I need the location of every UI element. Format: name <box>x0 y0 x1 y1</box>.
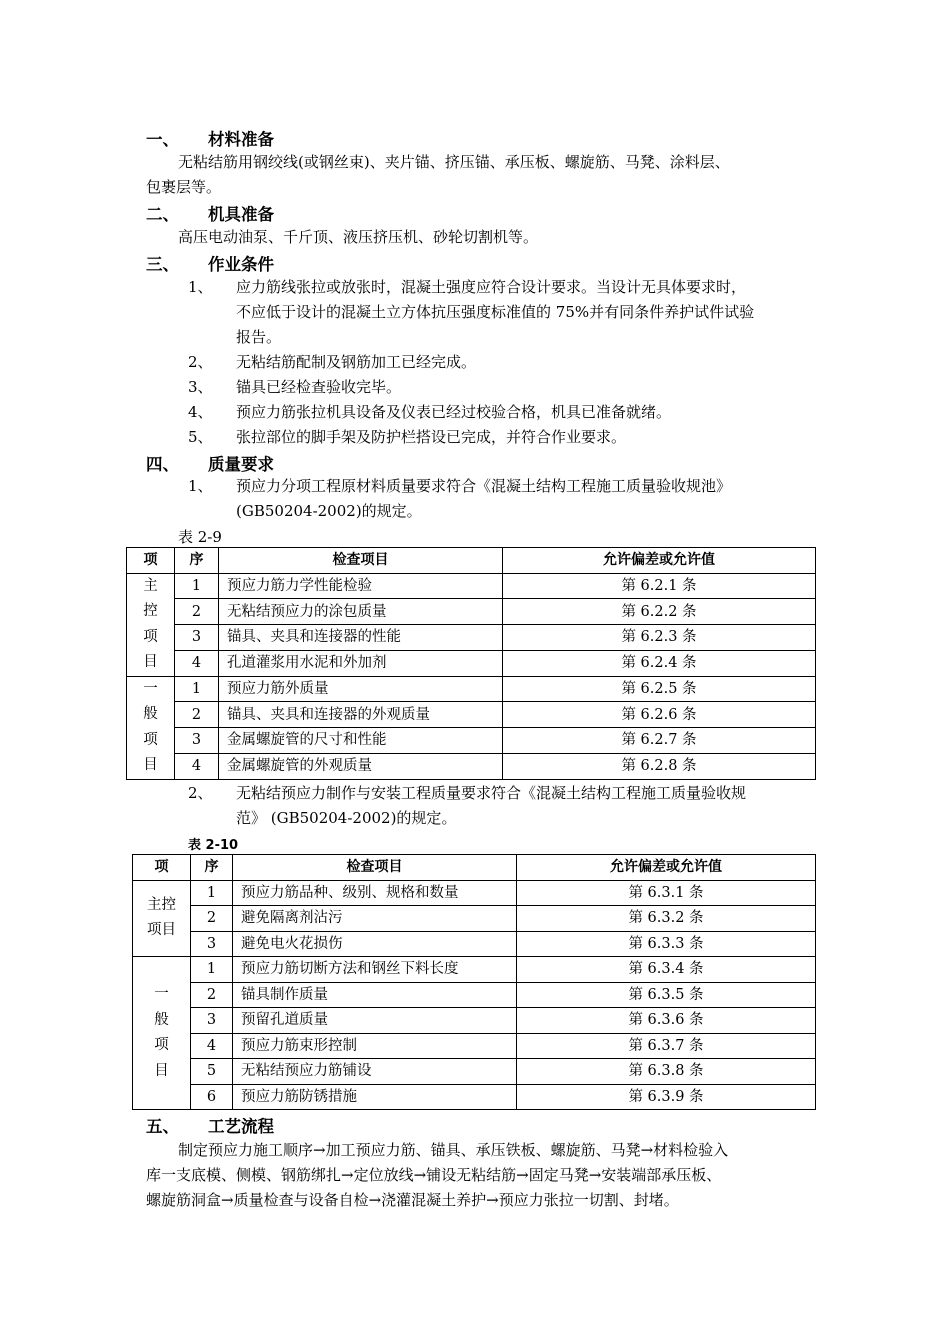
value-cell: 第 6.3.5 条 <box>517 982 816 1008</box>
seq-cell: 2 <box>175 702 219 728</box>
seq-cell: 1 <box>191 880 233 906</box>
seq-cell: 4 <box>191 1033 233 1059</box>
item-cell: 避免电火花损伤 <box>233 931 517 957</box>
list-text: 无粘结预应力制作与安装工程质量要求符合《混凝土结构工程施工质量验收规 <box>236 784 747 802</box>
header-cell: 序 <box>191 855 233 881</box>
list-text-continued: 报告。 <box>236 328 282 346</box>
item-cell: 锚具、夹具和连接器的外观质量 <box>219 702 503 728</box>
item-cell: 孔道灌浆用水泥和外加剂 <box>219 650 503 676</box>
header-cell: 允许偏差或允许值 <box>503 548 816 574</box>
value-cell: 第 6.2.8 条 <box>503 753 816 779</box>
section-title: 材料准备 <box>208 130 274 149</box>
group-char: 主 <box>143 577 158 594</box>
item-cell: 预留孔道质量 <box>233 1008 517 1034</box>
item-cell: 锚具制作质量 <box>233 982 517 1008</box>
group-cell-main <box>127 573 175 676</box>
group-char: 一 <box>143 680 158 697</box>
value-cell: 第 6.3.1 条 <box>517 880 816 906</box>
table-row <box>133 906 816 932</box>
item-cell: 预应力筋力学性能检验 <box>219 573 503 599</box>
section-heading-5 <box>146 1113 274 1137</box>
group-cell-general <box>127 676 175 779</box>
list-number: 1、 <box>188 278 213 296</box>
value-cell: 第 6.2.4 条 <box>503 650 816 676</box>
value-cell: 第 6.2.7 条 <box>503 728 816 754</box>
paragraph-line: 高压电动油泵、千斤顶、液压挤压机、砂轮切割机等。 <box>178 228 539 246</box>
header-cell: 序 <box>175 548 219 574</box>
table-row <box>127 650 816 676</box>
list-number: 5、 <box>188 428 213 446</box>
section-number: 五、 <box>146 1117 179 1136</box>
group-char: 目 <box>143 654 158 670</box>
table-row <box>133 880 816 906</box>
seq-cell: 2 <box>191 982 233 1008</box>
list-number: 1、 <box>188 477 213 495</box>
value-cell: 第 6.3.2 条 <box>517 906 816 932</box>
group-cell-main <box>133 880 191 957</box>
list-item <box>188 350 477 375</box>
table-row <box>133 957 816 983</box>
group-char: 项 <box>154 1037 169 1053</box>
section-title: 质量要求 <box>208 455 274 474</box>
list-item <box>188 275 747 300</box>
seq-cell: 4 <box>175 650 219 676</box>
seq-cell: 3 <box>175 625 219 651</box>
list-number: 2、 <box>188 353 213 371</box>
section-number: 三、 <box>146 255 179 274</box>
list-text: 锚具已经检查验收完毕。 <box>236 378 402 396</box>
group-cell-general <box>133 957 191 1110</box>
section-title: 工艺流程 <box>208 1117 274 1136</box>
section-title: 机具准备 <box>208 205 274 224</box>
table-header-row <box>127 548 816 574</box>
header-cell: 允许偏差或允许值 <box>517 855 816 881</box>
seq-cell: 1 <box>191 957 233 983</box>
paragraph-line: 制定预应力施工顺序→加工预应力筋、锚具、承压铁板、螺旋筋、马凳→材料检验入 <box>178 1141 729 1159</box>
table-row <box>133 1008 816 1034</box>
value-cell: 第 6.3.9 条 <box>517 1084 816 1110</box>
table-row <box>133 1033 816 1059</box>
header-cell: 检查项目 <box>233 855 517 881</box>
table-row <box>127 702 816 728</box>
seq-cell: 3 <box>175 728 219 754</box>
value-cell: 第 6.3.3 条 <box>517 931 816 957</box>
group-char: 控 <box>143 603 158 619</box>
list-number: 3、 <box>188 378 213 396</box>
list-item <box>188 474 732 499</box>
list-text-continued: (GB50204-2002)的规定。 <box>236 502 422 520</box>
paragraph-line: 库一支底模、侧模、钢筋绑扎→定位放线→铺设无粘结筋→固定马凳→安装端部承压板、 <box>146 1166 722 1184</box>
list-text: 预应力筋张拉机具设备及仪表已经过校验合格，机具已准备就绪。 <box>236 403 672 421</box>
section-heading-1 <box>146 126 274 150</box>
quality-table-2-9 <box>126 547 816 780</box>
table-row <box>127 625 816 651</box>
item-cell: 预应力筋防锈措施 <box>233 1084 517 1110</box>
group-char: 目 <box>154 1062 169 1079</box>
list-item <box>188 400 672 425</box>
table-row <box>133 1084 816 1110</box>
value-cell: 第 6.2.3 条 <box>503 625 816 651</box>
item-cell: 无粘结预应力筋铺设 <box>233 1059 517 1085</box>
item-cell: 金属螺旋管的尺寸和性能 <box>219 728 503 754</box>
section-heading-4 <box>146 451 274 475</box>
value-cell: 第 6.3.6 条 <box>517 1008 816 1034</box>
table-row <box>133 982 816 1008</box>
seq-cell: 2 <box>175 599 219 625</box>
list-number: 4、 <box>188 403 213 421</box>
section-number: 一、 <box>146 130 179 149</box>
table-row <box>127 753 816 779</box>
value-cell: 第 6.2.1 条 <box>503 573 816 599</box>
seq-cell: 3 <box>191 1008 233 1034</box>
value-cell: 第 6.2.2 条 <box>503 599 816 625</box>
list-item <box>188 375 402 400</box>
group-char: 一 <box>154 986 169 1002</box>
table-row <box>127 573 816 599</box>
table-row <box>127 599 816 625</box>
seq-cell: 1 <box>175 573 219 599</box>
item-cell: 避免隔离剂沾污 <box>233 906 517 932</box>
group-char: 项目 <box>147 922 176 939</box>
section-heading-3 <box>146 251 274 275</box>
item-cell: 预应力筋束形控制 <box>233 1033 517 1059</box>
item-cell: 锚具、夹具和连接器的性能 <box>219 625 503 651</box>
table-caption: 表 2-10 <box>188 838 239 853</box>
list-item <box>188 425 627 450</box>
item-cell: 预应力筋切断方法和钢丝下料长度 <box>233 957 517 983</box>
list-text: 预应力分项工程原材料质量要求符合《混凝土结构工程施工质量验收规池》 <box>236 477 732 495</box>
item-cell: 金属螺旋管的外观质量 <box>219 753 503 779</box>
header-cell: 检查项目 <box>219 548 503 574</box>
section-number: 四、 <box>146 455 179 474</box>
list-text: 无粘结筋配制及钢筋加工已经完成。 <box>236 353 477 371</box>
list-text: 应力筋线张拉或放张时，混凝土强度应符合设计要求。当设计无具体要求时， <box>236 278 747 296</box>
section-heading-2 <box>146 201 274 225</box>
table-caption: 表 2-9 <box>178 528 222 546</box>
seq-cell: 6 <box>191 1084 233 1110</box>
value-cell: 第 6.2.6 条 <box>503 702 816 728</box>
seq-cell: 2 <box>191 906 233 932</box>
group-char: 目 <box>143 757 158 773</box>
section-title: 作业条件 <box>208 255 274 274</box>
list-text-continued: 范》 (GB50204-2002)的规定。 <box>236 809 457 827</box>
table-row <box>127 728 816 754</box>
list-number: 2、 <box>188 784 213 802</box>
list-text: 张拉部位的脚手架及防护栏搭设已完成，并符合作业要求。 <box>236 428 627 446</box>
seq-cell: 4 <box>175 753 219 779</box>
item-cell: 预应力筋品种、级别、规格和数量 <box>233 880 517 906</box>
table-row <box>133 931 816 957</box>
paragraph-line: 包裹层等。 <box>146 178 222 196</box>
value-cell: 第 6.3.7 条 <box>517 1033 816 1059</box>
seq-cell: 3 <box>191 931 233 957</box>
value-cell: 第 6.2.5 条 <box>503 676 816 702</box>
group-char: 般 <box>143 706 158 722</box>
seq-cell: 1 <box>175 676 219 702</box>
list-item <box>188 781 747 806</box>
table-row <box>133 1059 816 1085</box>
table-row <box>127 676 816 702</box>
table-header-row <box>133 855 816 881</box>
group-char: 般 <box>154 1011 169 1028</box>
seq-cell: 5 <box>191 1059 233 1085</box>
group-char: 项 <box>143 628 158 645</box>
section-number: 二、 <box>146 205 179 224</box>
group-char: 项 <box>143 731 158 748</box>
value-cell: 第 6.3.8 条 <box>517 1059 816 1085</box>
group-char: 主控 <box>147 896 176 913</box>
paragraph-line: 无粘结筋用钢绞线(或钢丝束)、夹片锚、挤压锚、承压板、螺旋筋、马凳、涂料层、 <box>178 153 730 171</box>
header-cell: 项 <box>133 855 191 881</box>
item-cell: 预应力筋外质量 <box>219 676 503 702</box>
paragraph-line: 螺旋筋洞盒→质量检查与设备自检→浇灌混凝土养护→预应力张拉一切割、封堵。 <box>146 1191 679 1209</box>
quality-table-2-10 <box>132 854 816 1110</box>
item-cell: 无粘结预应力的涂包质量 <box>219 599 503 625</box>
header-cell: 项 <box>127 548 175 574</box>
list-text-continued: 不应低于设计的混凝土立方体抗压强度标准值的 75%并有同条件养护试件试验 <box>236 303 755 321</box>
value-cell: 第 6.3.4 条 <box>517 957 816 983</box>
